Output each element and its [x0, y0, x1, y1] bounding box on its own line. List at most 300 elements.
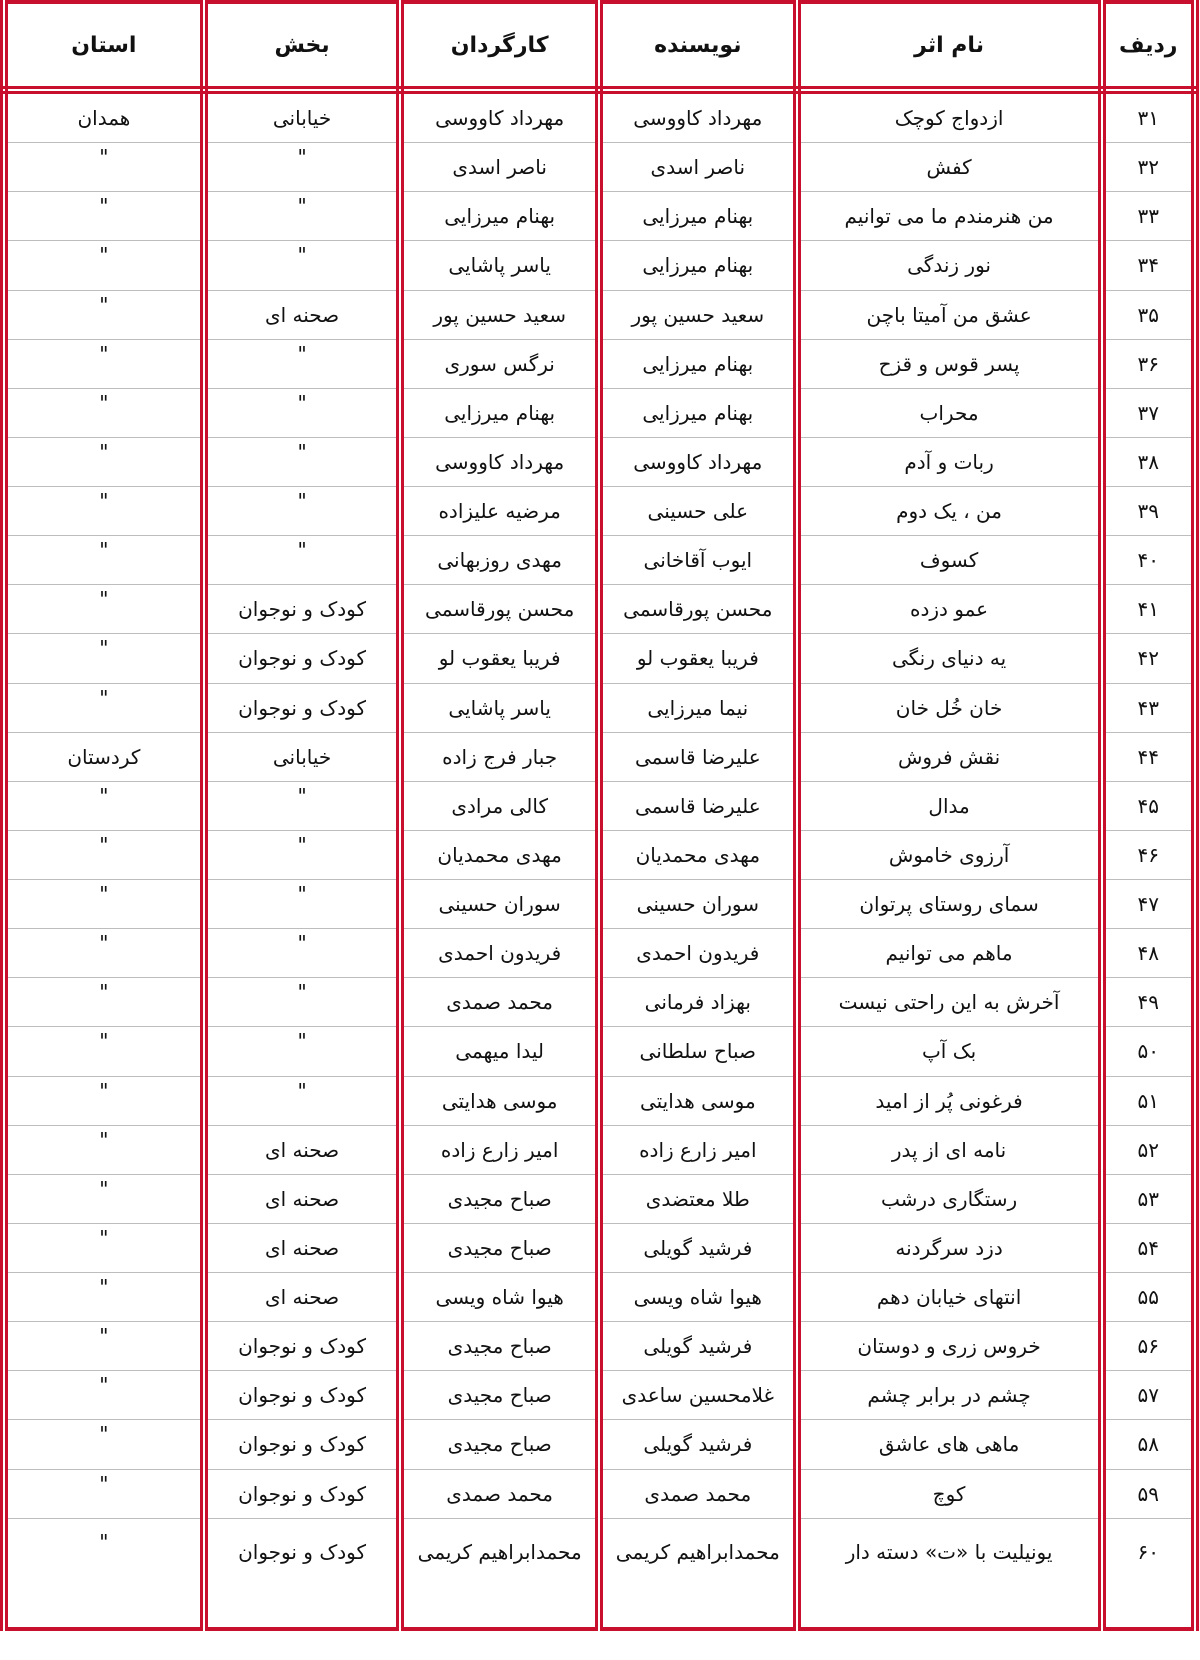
- section-cell: [204, 437, 401, 486]
- writer-cell: [599, 192, 797, 241]
- province-cell-text: ": [99, 390, 109, 415]
- title-cell: [797, 634, 1102, 683]
- header-title: نام اثر: [797, 2, 1102, 90]
- director-cell-text: مرضیه علیزاده: [438, 499, 561, 524]
- header-row-number: ردیف: [1102, 2, 1195, 90]
- writer-cell: [599, 683, 797, 732]
- writer-cell-text: سعید حسین پور: [631, 302, 765, 327]
- row-number-cell: [1102, 1469, 1195, 1518]
- title-cell: [797, 683, 1102, 732]
- province-cell: [4, 1322, 204, 1371]
- title-cell-text: نامه ای از پدر: [891, 1137, 1007, 1162]
- title-cell-text: نور زندگی: [907, 253, 991, 278]
- title-cell: [797, 437, 1102, 486]
- table-row: [4, 437, 1195, 486]
- table-row: [4, 1469, 1195, 1518]
- section-cell: [204, 683, 401, 732]
- writer-cell: [599, 536, 797, 585]
- section-cell: [204, 1174, 401, 1223]
- title-cell: [797, 143, 1102, 192]
- row-number-cell-text: ۳۸: [1137, 449, 1159, 474]
- title-cell-text: کوچ: [932, 1481, 966, 1506]
- row-number-cell: [1102, 683, 1195, 732]
- header-section: بخش: [204, 2, 401, 90]
- director-cell-text: فریدون احمدی: [438, 941, 562, 966]
- title-cell: [797, 1469, 1102, 1518]
- title-cell-text: خروس زری و دوستان: [857, 1334, 1041, 1359]
- row-number-cell: [1102, 585, 1195, 634]
- writer-cell: [599, 1174, 797, 1223]
- section-cell: [204, 143, 401, 192]
- title-cell: [797, 192, 1102, 241]
- writer-cell-text: بهنام میرزایی: [642, 400, 754, 425]
- director-cell: [400, 1076, 599, 1125]
- director-cell-text: فریبا یعقوب لو: [438, 646, 561, 671]
- writer-cell: [599, 585, 797, 634]
- section-cell: [204, 830, 401, 879]
- section-cell-text: ": [297, 439, 307, 464]
- row-number-cell-text: ۵۱: [1137, 1088, 1159, 1113]
- director-cell-text: محمد صمدی: [446, 1481, 554, 1506]
- table-row: [4, 143, 1195, 192]
- section-cell-text: ": [297, 783, 307, 808]
- director-cell: [400, 1420, 599, 1469]
- province-cell: [4, 1125, 204, 1174]
- director-cell: [400, 929, 599, 978]
- province-cell-text: ": [99, 1422, 109, 1447]
- director-cell: [400, 978, 599, 1027]
- province-cell: [4, 437, 204, 486]
- section-cell-text: کودک و نوجوان: [238, 1383, 366, 1408]
- title-cell: [797, 1518, 1102, 1629]
- table-row: [4, 830, 1195, 879]
- writer-cell: [599, 1371, 797, 1420]
- table-row: [4, 732, 1195, 781]
- title-cell: [797, 830, 1102, 879]
- section-cell-text: ": [297, 931, 307, 956]
- province-cell: [4, 1223, 204, 1272]
- section-cell-text: صحنه ای: [264, 1137, 340, 1162]
- row-number-cell: [1102, 1371, 1195, 1420]
- section-cell: [204, 290, 401, 339]
- section-cell: [204, 1076, 401, 1125]
- director-cell: [400, 388, 599, 437]
- section-cell-text: کودک و نوجوان: [238, 1432, 366, 1457]
- province-cell: [4, 1420, 204, 1469]
- row-number-cell-text: ۳۳: [1137, 204, 1159, 229]
- writer-cell-text: مهرداد کاووسی: [633, 106, 763, 131]
- section-cell-text: کودک و نوجوان: [238, 597, 366, 622]
- province-cell-text: ": [99, 194, 109, 219]
- province-cell: [4, 634, 204, 683]
- section-cell-text: ": [297, 1078, 307, 1103]
- table-row: [4, 781, 1195, 830]
- section-cell: [204, 929, 401, 978]
- section-cell-text: کودک و نوجوان: [238, 1481, 366, 1506]
- table-row: [4, 1518, 1195, 1629]
- writer-cell: [599, 1076, 797, 1125]
- title-cell: [797, 487, 1102, 536]
- province-cell-text: همدان: [77, 106, 131, 131]
- row-number-cell: [1102, 143, 1195, 192]
- province-cell: [4, 241, 204, 290]
- title-cell-text: پسر قوس و قزح: [878, 351, 1020, 376]
- table-row: [4, 929, 1195, 978]
- province-cell-text: ": [99, 1373, 109, 1398]
- section-cell-text: ": [297, 194, 307, 219]
- table-row: [4, 339, 1195, 388]
- director-cell: [400, 536, 599, 585]
- director-cell: [400, 1518, 599, 1629]
- row-number-cell: [1102, 1223, 1195, 1272]
- province-cell: [4, 1371, 204, 1420]
- province-cell-text: ": [99, 1471, 109, 1496]
- table-row: [4, 90, 1195, 143]
- row-number-cell: [1102, 1125, 1195, 1174]
- row-number-cell: [1102, 437, 1195, 486]
- director-cell-text: نرگس سوری: [444, 351, 555, 376]
- section-cell-text: کودک و نوجوان: [238, 1539, 366, 1564]
- table-row: [4, 487, 1195, 536]
- row-number-cell: [1102, 241, 1195, 290]
- title-cell-text: انتهای خیابان دهم: [876, 1285, 1022, 1310]
- row-number-cell: [1102, 339, 1195, 388]
- director-cell-text: امیر زارع زاده: [440, 1137, 559, 1162]
- writer-cell-text: مهدی محمدیان: [635, 842, 761, 867]
- director-cell-text: موسی هدایتی: [441, 1088, 558, 1113]
- director-cell-text: لیدا میهمی: [455, 1039, 545, 1064]
- section-cell-text: ": [297, 538, 307, 563]
- table-row: [4, 683, 1195, 732]
- province-cell-text: ": [99, 587, 109, 612]
- section-cell: [204, 1027, 401, 1076]
- title-cell-text: عمو دزده: [909, 597, 989, 622]
- writer-cell-text: مهرداد کاووسی: [633, 449, 763, 474]
- director-cell: [400, 1174, 599, 1223]
- province-cell: [4, 192, 204, 241]
- row-number-cell-text: ۵۵: [1137, 1285, 1159, 1310]
- title-cell: [797, 1027, 1102, 1076]
- title-cell: [797, 1125, 1102, 1174]
- director-cell: [400, 437, 599, 486]
- province-cell-text: ": [99, 931, 109, 956]
- province-cell: [4, 1273, 204, 1322]
- title-cell: [797, 290, 1102, 339]
- writer-cell: [599, 1125, 797, 1174]
- table-row: [4, 1076, 1195, 1125]
- province-cell-text: ": [99, 1529, 109, 1554]
- province-cell-text: کردستان: [67, 744, 141, 769]
- row-number-cell-text: ۵۷: [1137, 1383, 1159, 1408]
- title-cell: [797, 1174, 1102, 1223]
- section-cell: [204, 1518, 401, 1629]
- row-number-cell: [1102, 1420, 1195, 1469]
- director-cell-text: کالی مرادی: [451, 793, 548, 818]
- writer-cell-text: نیما میرزایی: [647, 695, 749, 720]
- title-cell-text: مدال: [928, 793, 970, 818]
- province-cell: [4, 1174, 204, 1223]
- province-cell: [4, 585, 204, 634]
- table-row: [4, 241, 1195, 290]
- row-number-cell: [1102, 1027, 1195, 1076]
- row-number-cell-text: ۵۹: [1137, 1481, 1159, 1506]
- row-number-cell-text: ۳۲: [1137, 155, 1159, 180]
- director-cell: [400, 1273, 599, 1322]
- title-cell-text: عشق من آمیتا باچن: [866, 302, 1032, 327]
- province-cell: [4, 536, 204, 585]
- writer-cell: [599, 1027, 797, 1076]
- province-cell-text: ": [99, 341, 109, 366]
- director-cell-text: هیوا شاه ویسی: [435, 1285, 564, 1310]
- writer-cell: [599, 634, 797, 683]
- section-cell: [204, 1125, 401, 1174]
- header-province: استان: [4, 2, 204, 90]
- province-cell: [4, 732, 204, 781]
- writer-cell-text: محسن پورقاسمی: [623, 597, 773, 622]
- row-number-cell: [1102, 929, 1195, 978]
- title-cell-text: رستگاری درشب: [880, 1186, 1018, 1211]
- section-cell-text: ": [297, 980, 307, 1005]
- section-cell-text: خیابانی: [272, 106, 332, 131]
- director-cell-text: سعید حسین پور: [433, 302, 566, 327]
- title-cell: [797, 1076, 1102, 1125]
- row-number-cell-text: ۴۴: [1137, 744, 1159, 769]
- province-cell-text: ": [99, 685, 109, 710]
- director-cell-text: بهنام میرزایی: [444, 400, 556, 425]
- section-cell: [204, 90, 401, 143]
- row-number-cell-text: ۵۸: [1137, 1432, 1159, 1457]
- row-number-cell: [1102, 880, 1195, 929]
- writer-cell: [599, 978, 797, 1027]
- section-cell: [204, 1273, 401, 1322]
- row-number-cell-text: ۴۸: [1137, 941, 1159, 966]
- director-cell-text: یاسر پاشایی: [448, 695, 551, 720]
- writer-cell: [599, 880, 797, 929]
- director-cell-text: مهرداد کاووسی: [435, 449, 565, 474]
- writer-cell-text: فرشید گویلی: [643, 1432, 753, 1457]
- section-cell: [204, 1469, 401, 1518]
- writer-cell-text: فرشید گویلی: [643, 1235, 753, 1260]
- section-cell-text: ": [297, 882, 307, 907]
- row-number-cell-text: ۶۰: [1137, 1539, 1159, 1564]
- row-number-cell-text: ۴۰: [1137, 548, 1159, 573]
- section-cell: [204, 1223, 401, 1272]
- writer-cell-text: سوران حسینی: [636, 892, 759, 917]
- section-cell-text: ": [297, 341, 307, 366]
- director-cell: [400, 1027, 599, 1076]
- province-cell-text: ": [99, 489, 109, 514]
- section-cell: [204, 1371, 401, 1420]
- director-cell-text: مهدی محمدیان: [437, 842, 562, 867]
- row-number-cell: [1102, 978, 1195, 1027]
- writer-cell-text: فرشید گویلی: [643, 1334, 753, 1359]
- row-number-cell: [1102, 388, 1195, 437]
- province-cell: [4, 339, 204, 388]
- title-cell-text: بک آپ: [921, 1039, 977, 1064]
- director-cell: [400, 241, 599, 290]
- writer-cell-text: موسی هدایتی: [639, 1088, 756, 1113]
- writer-cell: [599, 1518, 797, 1629]
- row-number-cell-text: ۴۹: [1137, 990, 1159, 1015]
- section-cell-text: کودک و نوجوان: [238, 695, 366, 720]
- province-cell: [4, 830, 204, 879]
- section-cell: [204, 487, 401, 536]
- table-row: [4, 1273, 1195, 1322]
- row-number-cell-text: ۳۱: [1137, 106, 1159, 131]
- writer-cell-text: طلا معتضدی: [645, 1186, 750, 1211]
- row-number-cell-text: ۴۷: [1137, 892, 1159, 917]
- title-cell: [797, 90, 1102, 143]
- section-cell: [204, 1420, 401, 1469]
- writer-cell: [599, 437, 797, 486]
- row-number-cell: [1102, 830, 1195, 879]
- section-cell: [204, 192, 401, 241]
- province-cell-text: ": [99, 1225, 109, 1250]
- title-cell-text: یه دنیای رنگی: [891, 646, 1007, 671]
- title-cell-text: آخرش به این راحتی نیست: [838, 990, 1060, 1015]
- section-cell-text: ": [297, 1029, 307, 1054]
- table-row: [4, 1322, 1195, 1371]
- director-cell-text: مهرداد کاووسی: [435, 106, 565, 131]
- row-number-cell: [1102, 1076, 1195, 1125]
- row-number-cell: [1102, 290, 1195, 339]
- director-cell-text: مهدی روزبهانی: [437, 548, 562, 573]
- writer-cell: [599, 388, 797, 437]
- row-number-cell-text: ۵۴: [1137, 1235, 1159, 1260]
- row-number-cell: [1102, 1322, 1195, 1371]
- section-cell-text: کودک و نوجوان: [238, 646, 366, 671]
- title-cell: [797, 1371, 1102, 1420]
- row-number-cell-text: ۴۱: [1137, 597, 1159, 622]
- province-cell-text: ": [99, 243, 109, 268]
- section-cell-text: خیابانی: [272, 744, 332, 769]
- row-number-cell-text: ۳۶: [1137, 351, 1159, 376]
- director-cell-text: ناصر اسدی: [452, 155, 547, 180]
- title-cell-text: چشم در برابر چشم: [867, 1383, 1031, 1408]
- writer-cell: [599, 1273, 797, 1322]
- province-cell-text: ": [99, 783, 109, 808]
- director-cell: [400, 585, 599, 634]
- section-cell: [204, 388, 401, 437]
- row-number-cell-text: ۳۵: [1137, 302, 1159, 327]
- section-cell-text: ": [297, 832, 307, 857]
- title-cell: [797, 732, 1102, 781]
- province-cell-text: ": [99, 292, 109, 317]
- row-number-cell: [1102, 732, 1195, 781]
- section-cell: [204, 1322, 401, 1371]
- row-number-cell-text: ۵۲: [1137, 1137, 1159, 1162]
- row-number-cell-text: ۴۶: [1137, 842, 1159, 867]
- director-cell: [400, 1371, 599, 1420]
- writer-cell-text: فریبا یعقوب لو: [636, 646, 759, 671]
- title-cell-text: آرزوی خاموش: [888, 842, 1010, 867]
- title-cell-text: فرغونی پُر از امید: [875, 1088, 1023, 1113]
- row-number-cell: [1102, 1518, 1195, 1629]
- title-cell-text: یونیلیت با «ت» دسته دار: [845, 1539, 1053, 1564]
- province-cell-text: ": [99, 1127, 109, 1152]
- section-cell: [204, 634, 401, 683]
- title-cell-text: دزد سرگردنه: [895, 1235, 1003, 1260]
- header-writer: نویسنده: [599, 2, 797, 90]
- table-row: [4, 1174, 1195, 1223]
- province-cell: [4, 487, 204, 536]
- section-cell: [204, 339, 401, 388]
- section-cell-text: ": [297, 489, 307, 514]
- director-cell-text: صباح مجیدی: [447, 1383, 552, 1408]
- director-cell-text: سوران حسینی: [438, 892, 561, 917]
- header-row: [4, 2, 1195, 90]
- province-cell: [4, 978, 204, 1027]
- director-cell-text: یاسر پاشایی: [448, 253, 551, 278]
- director-cell: [400, 880, 599, 929]
- section-cell-text: صحنه ای: [264, 1186, 340, 1211]
- section-cell: [204, 732, 401, 781]
- table-row: [4, 1125, 1195, 1174]
- director-cell-text: بهنام میرزایی: [444, 204, 556, 229]
- province-cell-text: ": [99, 1078, 109, 1103]
- director-cell: [400, 487, 599, 536]
- section-cell-text: صحنه ای: [264, 1235, 340, 1260]
- writer-cell-text: علیرضا قاسمی: [634, 793, 761, 818]
- writer-cell: [599, 241, 797, 290]
- writer-cell-text: بهزاد فرمانی: [644, 990, 751, 1015]
- section-cell: [204, 536, 401, 585]
- director-cell: [400, 143, 599, 192]
- province-cell: [4, 1027, 204, 1076]
- row-number-cell-text: ۴۵: [1137, 793, 1159, 818]
- row-number-cell-text: ۳۷: [1137, 400, 1159, 425]
- province-cell-text: ": [99, 1324, 109, 1349]
- title-cell-text: ازدواج کوچک: [894, 106, 1004, 131]
- director-cell-text: جبار فرج زاده: [442, 744, 558, 769]
- table-row: [4, 880, 1195, 929]
- writer-cell: [599, 732, 797, 781]
- row-number-cell-text: ۵۳: [1137, 1186, 1159, 1211]
- section-cell-text: ": [297, 390, 307, 415]
- writer-cell-text: امیر زارع زاده: [639, 1137, 757, 1162]
- section-cell-text: ": [297, 145, 307, 170]
- writer-cell: [599, 487, 797, 536]
- table-row: [4, 536, 1195, 585]
- title-cell: [797, 781, 1102, 830]
- province-cell: [4, 290, 204, 339]
- section-cell: [204, 880, 401, 929]
- section-cell: [204, 585, 401, 634]
- director-cell-text: صباح مجیدی: [447, 1432, 552, 1457]
- director-cell: [400, 781, 599, 830]
- writer-cell: [599, 1223, 797, 1272]
- table-row: [4, 585, 1195, 634]
- row-number-cell-text: ۳۴: [1137, 253, 1159, 278]
- title-cell-text: ربات و آدم: [904, 449, 994, 474]
- section-cell-text: ": [297, 243, 307, 268]
- row-number-cell: [1102, 192, 1195, 241]
- province-cell: [4, 781, 204, 830]
- writer-cell: [599, 1469, 797, 1518]
- province-cell-text: ": [99, 832, 109, 857]
- province-cell-text: ": [99, 636, 109, 661]
- title-cell: [797, 1420, 1102, 1469]
- title-cell-text: کفش: [926, 155, 972, 180]
- section-cell-text: صحنه ای: [264, 302, 340, 327]
- director-cell-text: محمد صمدی: [446, 990, 554, 1015]
- province-cell: [4, 1469, 204, 1518]
- title-cell: [797, 1273, 1102, 1322]
- writer-cell: [599, 143, 797, 192]
- province-cell: [4, 1518, 204, 1629]
- title-cell-text: خان خُل خان: [895, 695, 1003, 720]
- writer-cell-text: فریدون احمدی: [636, 941, 760, 966]
